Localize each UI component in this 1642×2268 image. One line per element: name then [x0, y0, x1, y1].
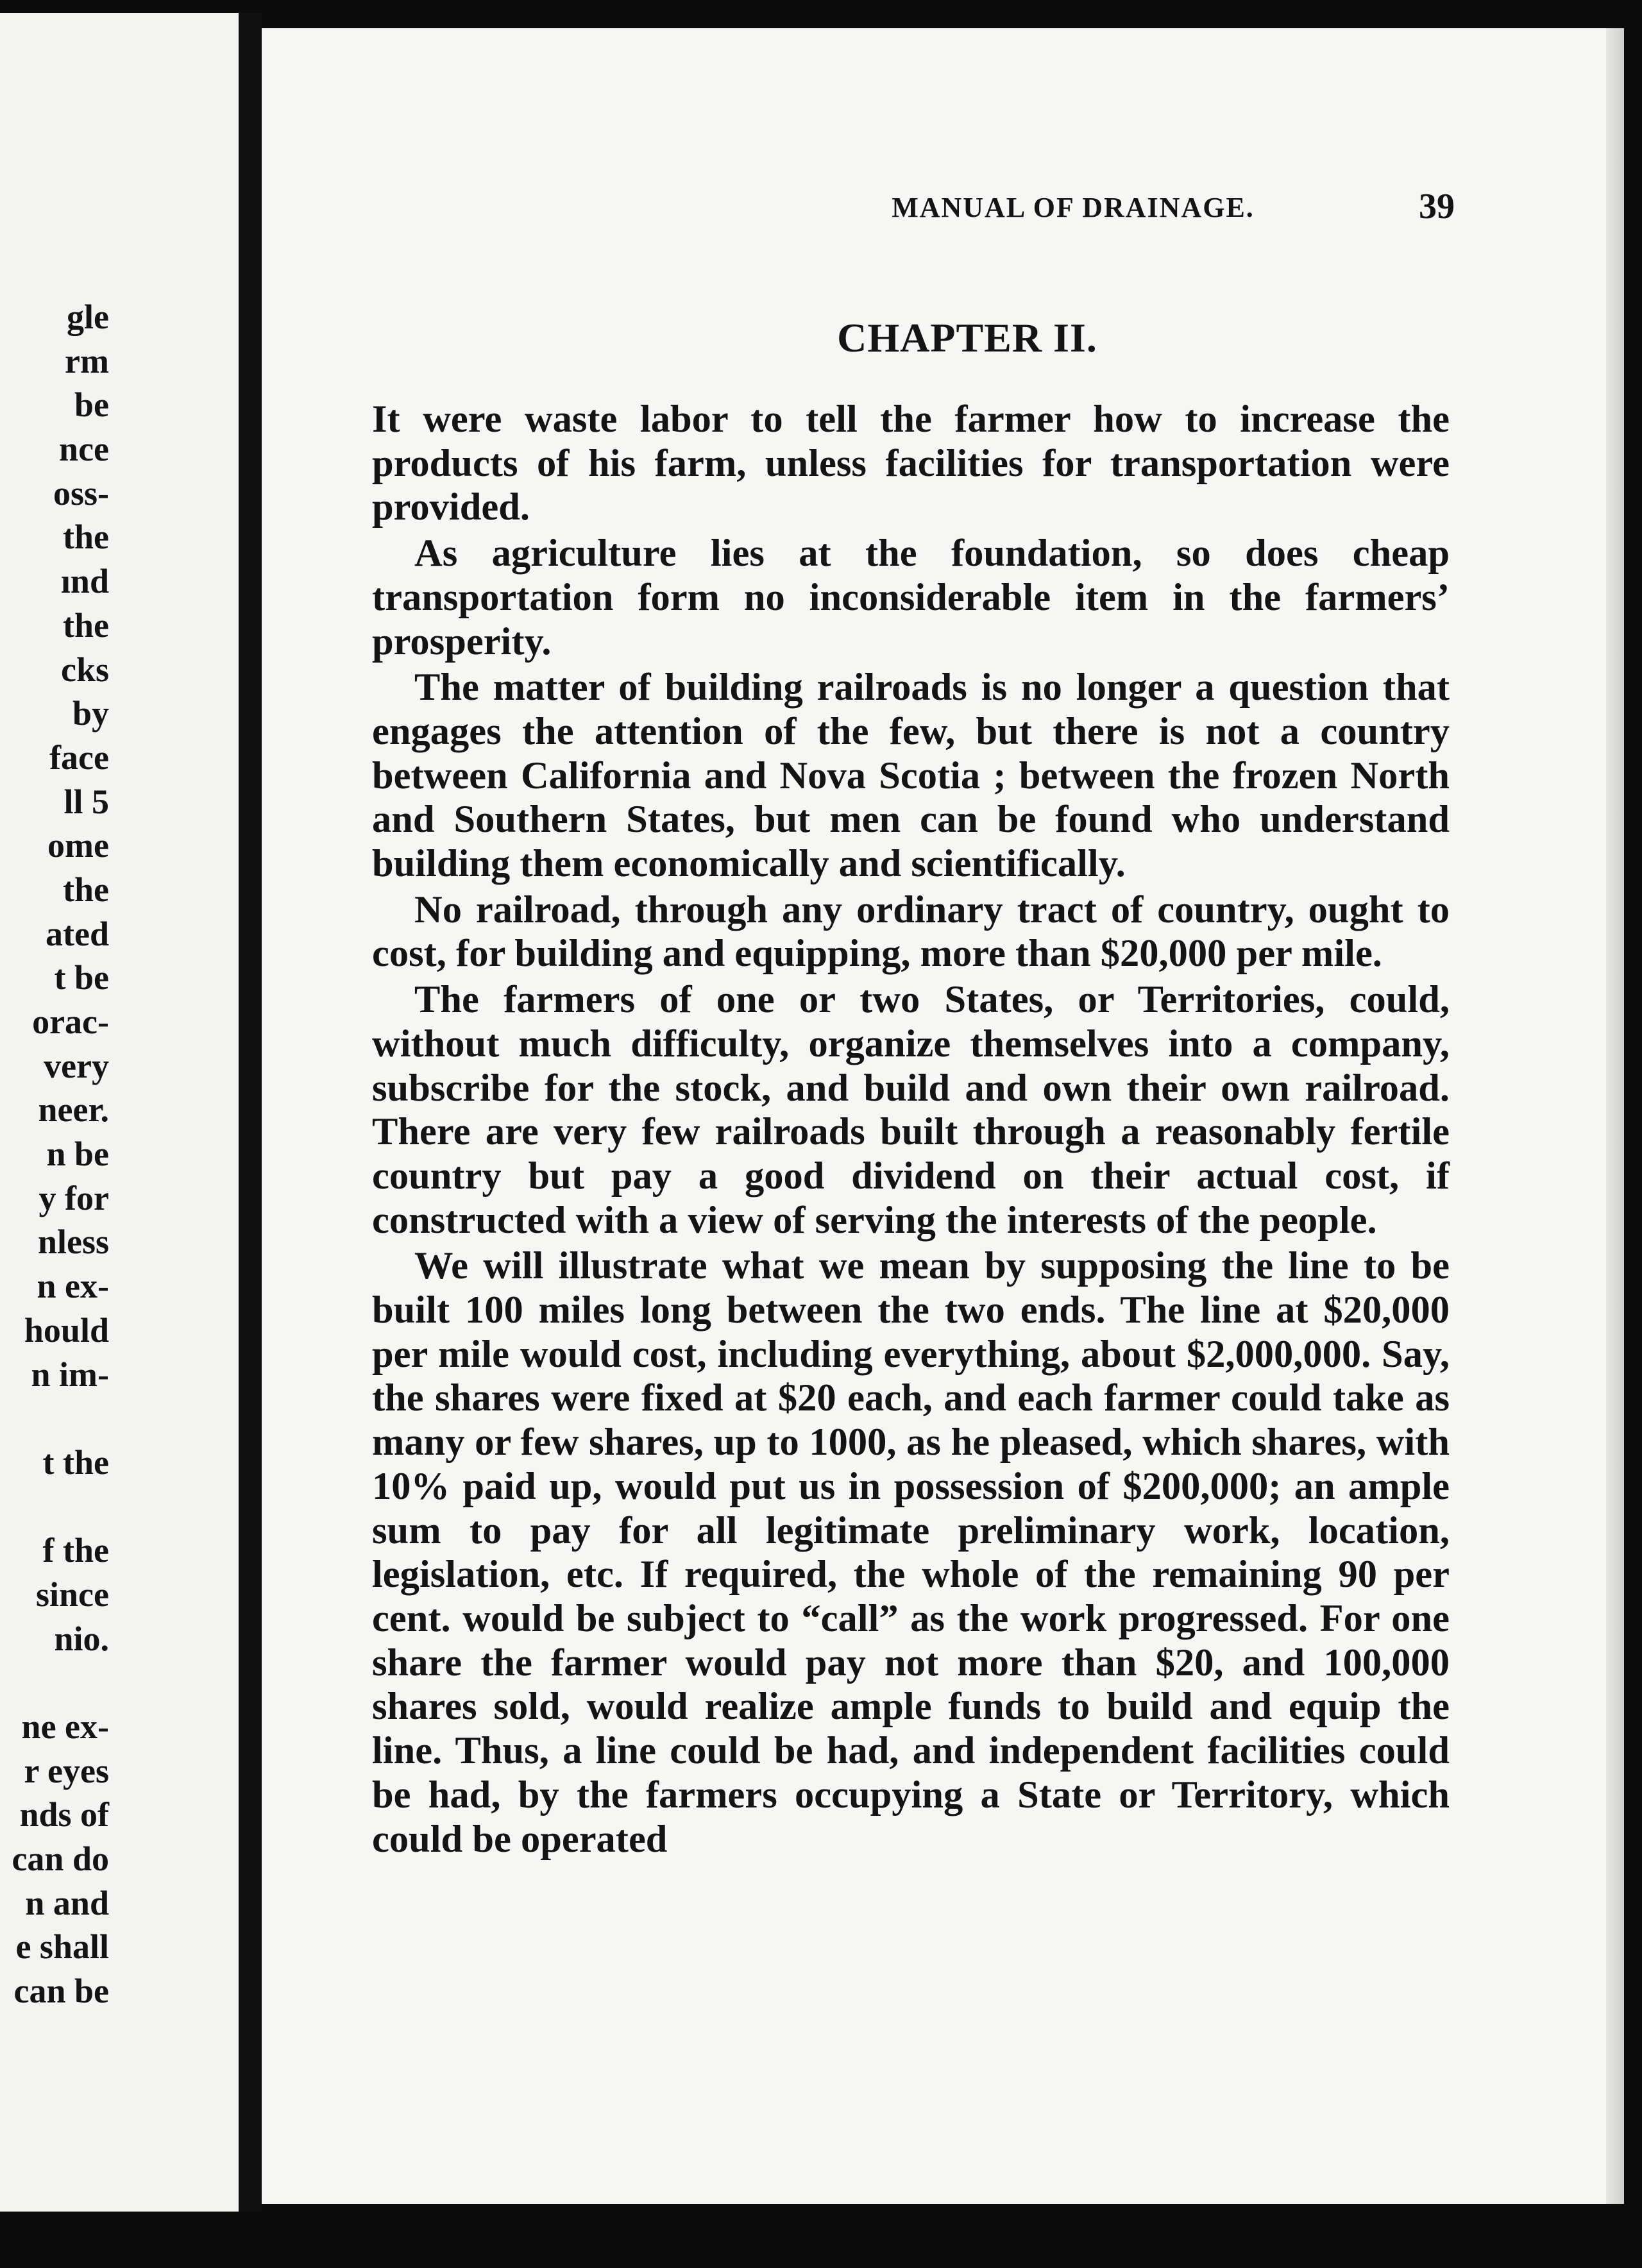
previous-page-line: the [63, 518, 109, 557]
previous-page-line: face [49, 738, 109, 777]
previous-page-line: n im- [31, 1355, 109, 1394]
previous-page-line: t be [54, 958, 109, 997]
paragraph-3: The matter of building railroads is no longer a question that engages the attention of the few, but there is not a country between California and Nova Scotia ; between the frozen North and Southern States, but men can be found who understand building them economically and scientifically. [372, 666, 1450, 886]
body-text [372, 398, 1450, 1861]
previous-page-line [12, 1485, 109, 1529]
previous-page-line: cks [60, 650, 109, 689]
scan-border [0, 2212, 1642, 2268]
previous-page-line: oss- [53, 473, 109, 512]
previous-page-line: ll 5 [63, 782, 109, 821]
previous-page-line: orac- [32, 1003, 109, 1041]
previous-page-line: t the [42, 1443, 109, 1482]
book-page [262, 28, 1624, 2204]
paragraph-4: No railroad, through any ordinary tract of country, ought to cost, for building and equipping, more than $20,000 per mile. [372, 888, 1450, 976]
previous-page-line: nio. [54, 1619, 109, 1658]
previous-page-line: ated [46, 914, 109, 953]
previous-page-line: ne ex- [21, 1707, 109, 1746]
paragraph-6: We will illustrate what we mean by supposing the line to be built 100 miles long between the two ends. The line at $20,000 per mile would cost, including everything, about $2,000,000. Say, the shares were fixed at $20 each, and each farmer could take as many or few shares, up to 1000, as he pleased, which shares, with 10% paid up, would put us in possession of $200,000; an ample sum to pay for all legitimate preliminary work, location, legislation, etc. If required, the whole of the remaining 90 per cent. would be subject to “call” as the work progressed. For one share the farmer would pay not more than $20, and 100,000 shares sold, would realize ample funds to build and equip the line. Thus, a line could be had, and independent facilities could be had, by the farmers occupying a State or Territory, which could be operated [372, 1244, 1450, 1861]
previous-page-line: since [36, 1575, 109, 1614]
previous-page-line: ome [47, 826, 109, 865]
chapter-title: CHAPTER II. [837, 315, 1097, 360]
previous-page-line [12, 1661, 109, 1705]
previous-page-line: nless [37, 1223, 109, 1262]
previous-page-line: n and [25, 1883, 109, 1922]
previous-page-line: nds of [19, 1795, 109, 1834]
previous-page-line: r eyes [24, 1751, 109, 1790]
running-head: MANUAL OF DRAINAGE. [892, 192, 1255, 223]
previous-page-line: ınd [60, 562, 109, 601]
paragraph-2: As agriculture lies at the foundation, so does cheap transportation form no inconsiderable item in the farmers’ prosperity. [372, 532, 1450, 663]
previous-page-line: n be [46, 1135, 109, 1174]
previous-page-line: the [63, 605, 109, 645]
previous-page-line: n ex- [37, 1267, 109, 1306]
paragraph-5: The farmers of one or two States, or Territories, could, without much difficulty, organize themselves into a company, subscribe for the stock, and build and own their own railroad. There are very few railroads built through a reasonably fertile country but pay a good dividend on their actual cost, if constructed with a view of serving the interests of the people. [372, 978, 1450, 1242]
previous-page-line: gle [67, 298, 109, 336]
previous-page-line: neer. [38, 1090, 109, 1130]
previous-page-line: can do [12, 1840, 109, 1879]
previous-page [0, 13, 239, 2212]
previous-page-line: very [44, 1046, 109, 1085]
book-gutter [239, 13, 262, 2212]
previous-page-line: rm [65, 341, 109, 380]
previous-page-text [12, 295, 109, 2013]
previous-page-line: the [63, 870, 109, 909]
paragraph-1: It were waste labor to tell the farmer how to increase the products of his farm, unless facilities for transportation were provided. [372, 398, 1450, 529]
previous-page-line: by [72, 694, 109, 733]
previous-page-line: e shall [15, 1927, 109, 1967]
previous-page-line: hould [24, 1310, 109, 1350]
page-number: 39 [1419, 187, 1455, 226]
previous-page-line: f the [42, 1531, 109, 1570]
previous-page-line: y for [38, 1178, 109, 1217]
previous-page-line: nce [59, 430, 109, 469]
page-edge [1606, 28, 1624, 2204]
previous-page-line [12, 1396, 109, 1441]
previous-page-line: can be [13, 1972, 109, 2011]
previous-page-line: be [74, 385, 109, 425]
